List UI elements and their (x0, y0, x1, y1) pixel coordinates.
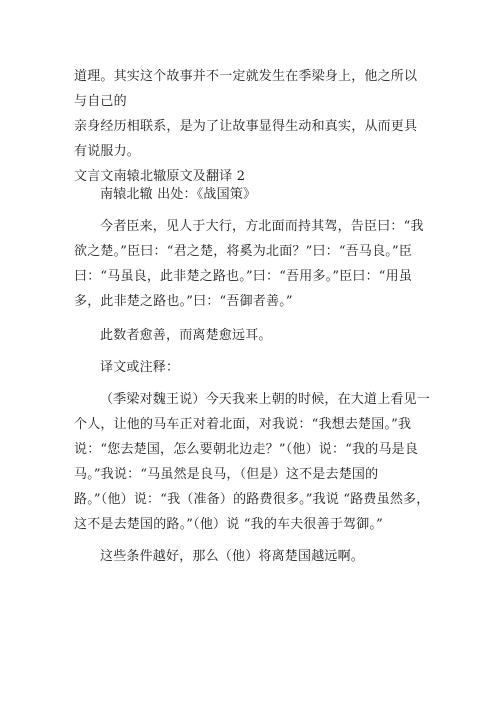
intro-section (74, 64, 430, 189)
translation-conclusion: 这些条件越好，那么（他）将离楚国越远啊。 (100, 549, 365, 564)
article-title-line: 南辕北辙 出处：《战国策》 (100, 187, 257, 202)
article-section (74, 182, 430, 569)
section-heading: 文言文南辕北辙原文及翻译 2 (74, 169, 246, 184)
intro-line-1: 道理。其实这个故事并不一定就发生在季梁身上，他之所以与自己的 (74, 69, 418, 109)
original-conclusion: 此数者愈善，而离楚愈远耳。 (100, 328, 272, 343)
translation-label: 译文或注释： (100, 360, 180, 375)
intro-line-2: 亲身经历相联系，是为了让故事显得生动和真实，从而更具有说服力。 (74, 119, 418, 159)
translation-paragraph: （季梁对魏王说）今天我来上朝的时候，在大道上看见一个人，让他的马车正对着北面，对我说：“我想去楚国。”我说：“您去楚国，怎么要朝北边走？”（他）说：“我的马是良马。”我说：“马虽然是良马，（但是）这不是去楚国的路。”（他）说：“我（准备）的路费很多。”我说 “路费虽然多，这不是去楚国的路。”（他）说 “我的车夫很善于驾御。” (74, 392, 431, 532)
original-text-paragraph: 今者臣来，见人于大行，方北面而持其驾，告臣曰：“我欲之楚。”臣曰：“君之楚，将奚为北面？”曰：“吾马良。”臣曰：“马虽良，此非楚之路也。”曰：“吾用多。”臣曰：“用虽多，此非楚之路也。”曰：“吾御者善。” (74, 219, 424, 309)
